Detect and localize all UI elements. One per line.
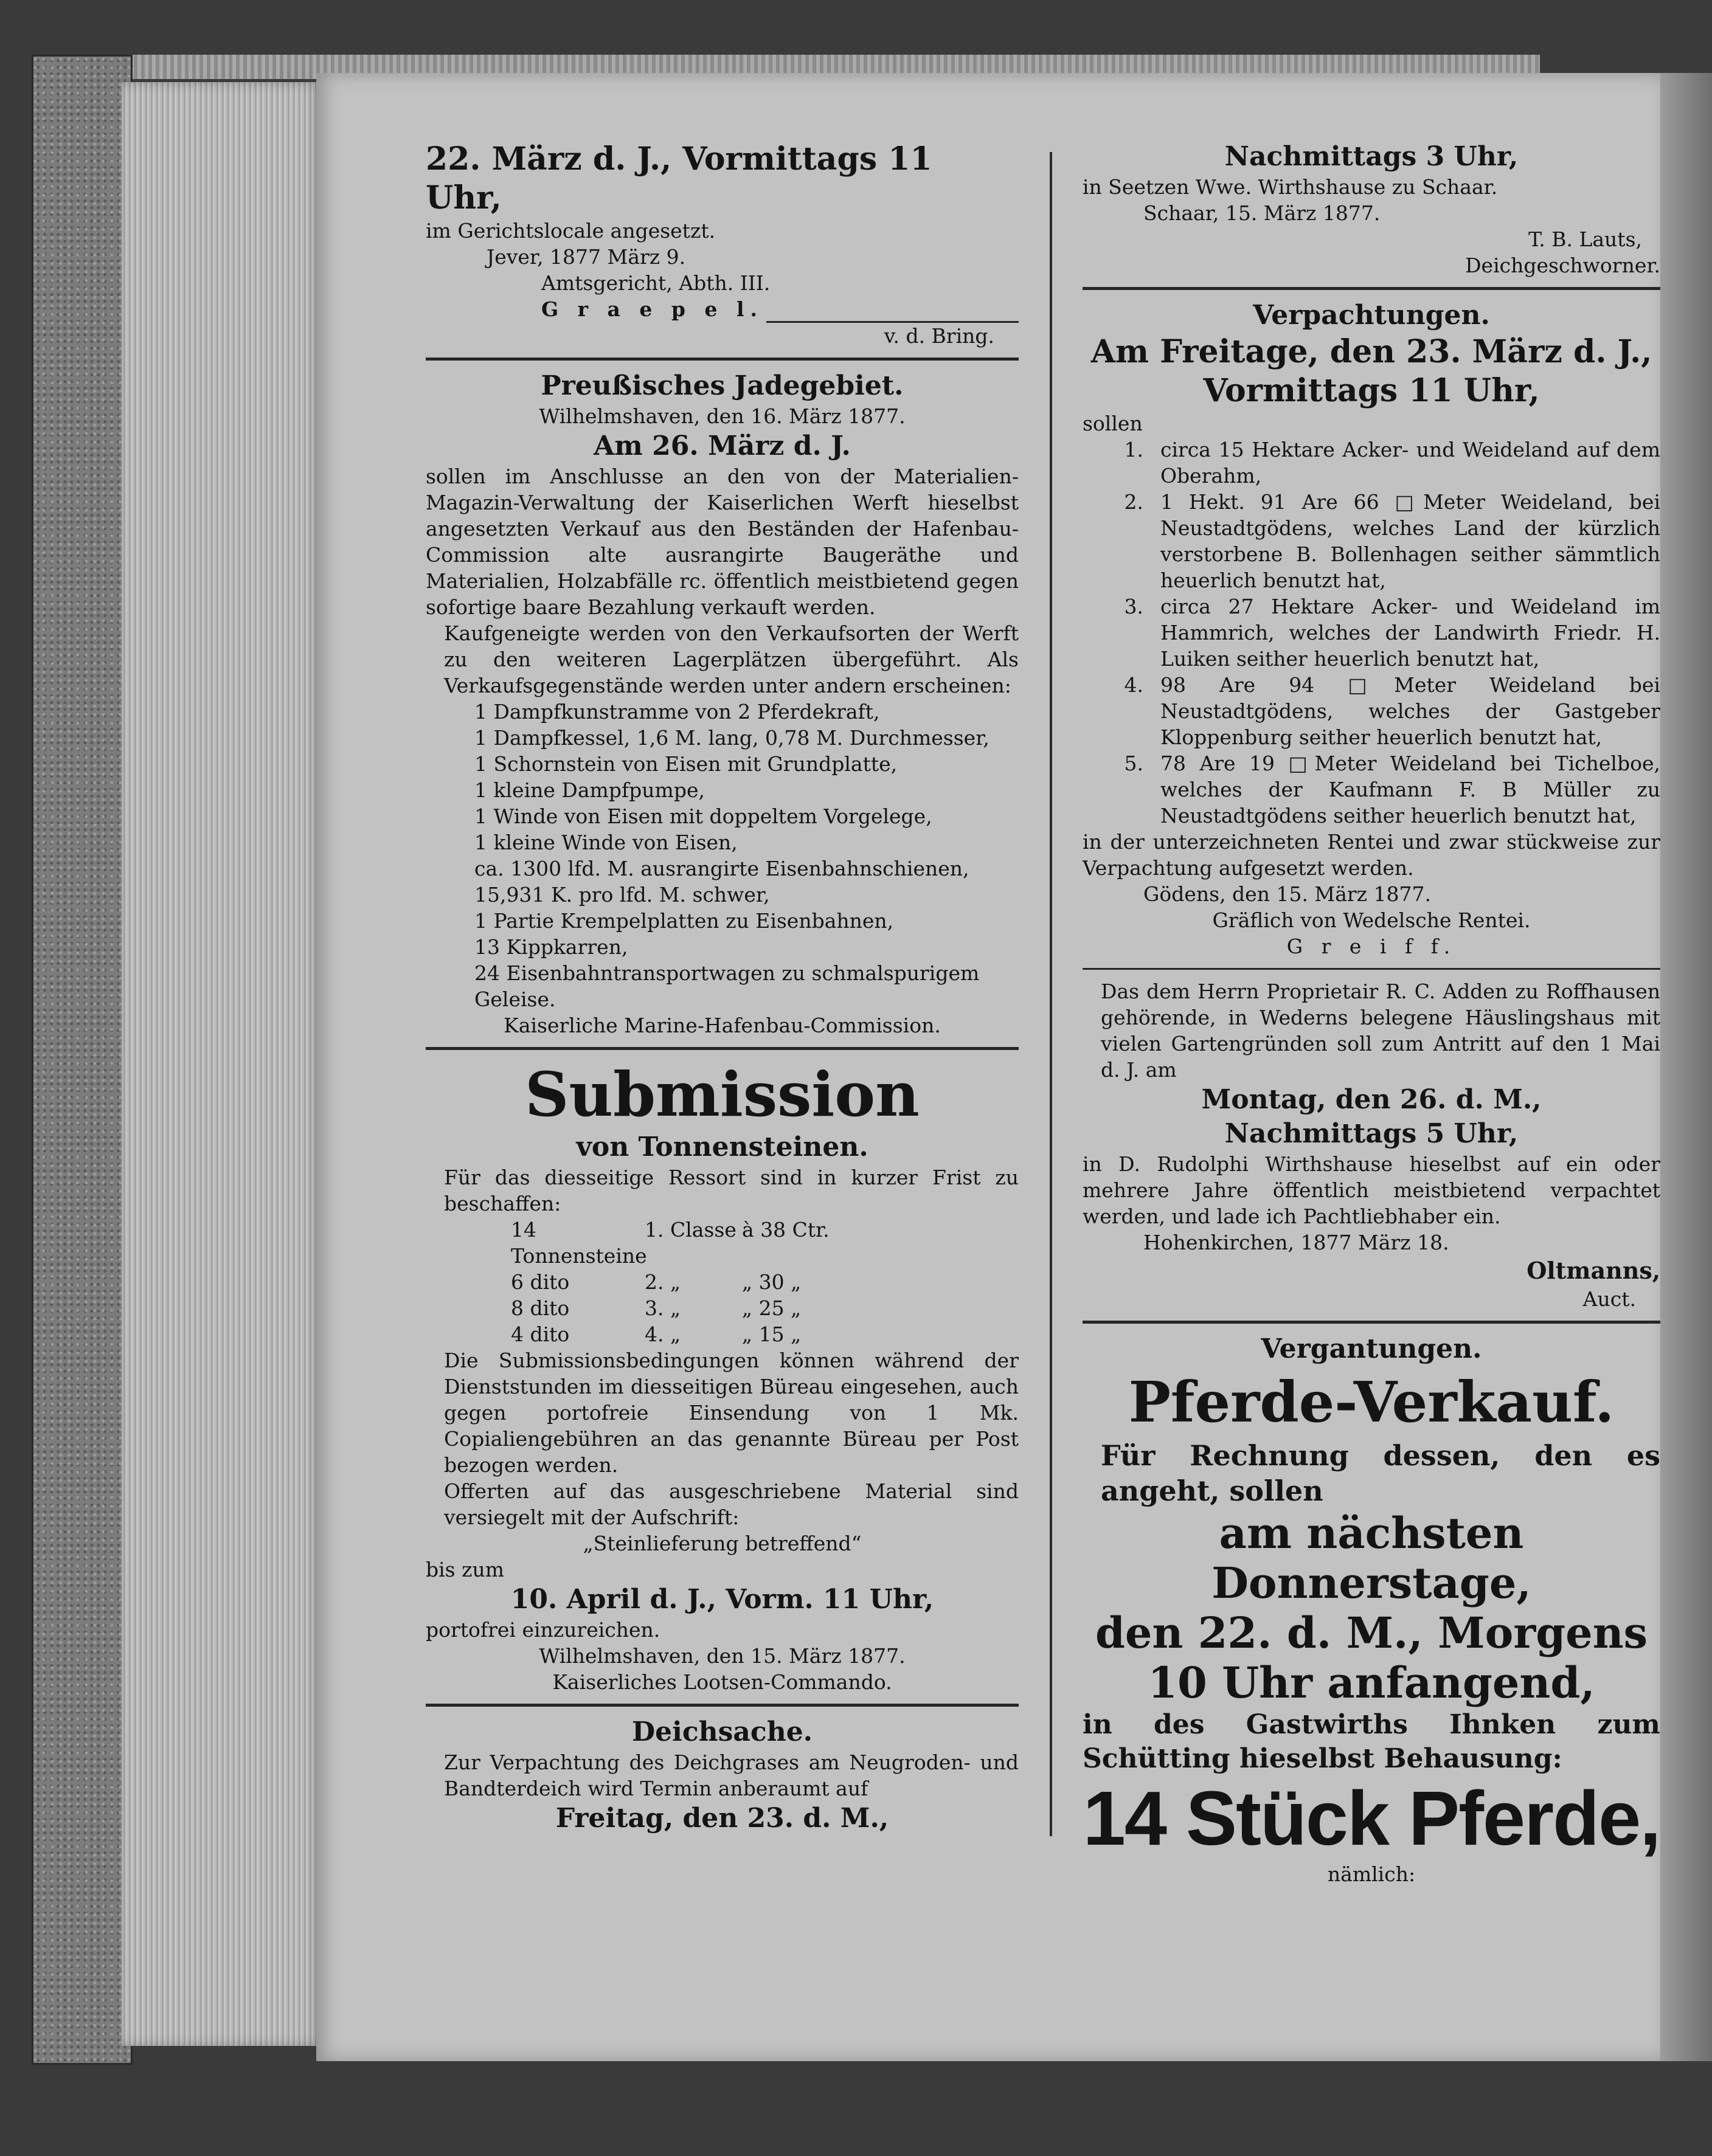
item-text: circa 27 Hektare Acker- und Weideland im Hammrich, welches der Landwirth Friedr. H. Luiken seither heuerlich benutzt hat, — [1160, 595, 1660, 671]
table-cell: à 38 Ctr. — [742, 1218, 830, 1242]
list-item: 24 Eisenbahntransportwagen zu schmalspurigem Geleise. — [474, 961, 980, 1011]
notice-date-heading: Am Freitage, den 23. März d. J., — [1090, 333, 1652, 370]
right-column — [1083, 140, 1660, 1887]
table-cell: 6 dito — [511, 1270, 570, 1294]
paragraph: sollen im Anschlusse an den von der Materialien-Magazin-Verwaltung der Kaiserlichen Werft hieselbst angesetzten Verkauf aus den Beständen der Hafenbau-Commission alte ausrangirte Baugeräthe und Materialien, Holzabfälle rc. öffentlich meistbietend gegen sofortige baare Bezahlung verkauft werden. — [426, 465, 1019, 619]
list-item: 1 Dampfkessel, 1,6 M. lang, 0,78 M. Durchmesser, — [474, 726, 989, 750]
table-cell: 8 dito — [511, 1296, 570, 1320]
list-item — [1083, 437, 1660, 489]
notice-gericht — [426, 140, 1019, 349]
signature-title: Deichgeschworner. — [1465, 254, 1660, 277]
table-cell: „ 25 „ — [742, 1296, 802, 1320]
section-divider — [1083, 1321, 1660, 1324]
dateline: Wilhelmshaven, den 16. März 1877. — [539, 404, 906, 428]
signature: T. B. Lauts, — [1528, 227, 1642, 251]
section-title: Preußisches Jadegebiet. — [541, 370, 904, 401]
notice-deichsache — [426, 1715, 1019, 1836]
quote: „Steinlieferung betreffend“ — [583, 1532, 862, 1555]
authority: Gräflich von Wedelsche Rentei. — [1212, 908, 1531, 932]
facing-page-edge — [1660, 73, 1712, 2061]
text-line: bis zum — [426, 1558, 505, 1581]
item-text: circa 15 Hektare Acker- und Weideland auf dem Oberahm, — [1160, 438, 1660, 488]
stone-table — [426, 1217, 1019, 1347]
list-item: 1 Dampfkunstramme von 2 Pferdekraft, — [474, 700, 880, 724]
notice-date-heading: Montag, den 26. d. M., — [1201, 1084, 1542, 1115]
table-cell: „ 30 „ — [742, 1270, 802, 1294]
item-number: 3. — [1124, 595, 1143, 618]
item-number: 4. — [1124, 673, 1143, 697]
signature: G r e i f f. — [1286, 935, 1457, 958]
notice-submission — [426, 1059, 1019, 1695]
column-divider — [1050, 152, 1052, 1836]
table-cell: 3. „ — [645, 1296, 681, 1320]
text-line: portofrei einzureichen. — [426, 1618, 660, 1642]
notice-subheading: von Tonnensteinen. — [576, 1132, 868, 1163]
list-item: 13 Kippkarren, — [474, 935, 628, 959]
paragraph: Die Submissionsbedingungen können während der Dienststunden im diesseitigen Büreau eingesehen, auch gegen portofreie Einsendung von 1 Mk. Copialiengebühren an das genannte Büreau per Post bezogen werden. — [444, 1349, 1019, 1477]
list-item: 1 Partie Krempelplatten zu Eisenbahnen, — [474, 909, 894, 933]
paragraph: Für Rechnung dessen, den es angeht, sollen — [1101, 1439, 1660, 1507]
notice-headline: Am 26. März d. J. — [594, 430, 851, 461]
list-item — [1083, 750, 1660, 829]
left-column — [426, 140, 1019, 1836]
notice-adden — [1083, 978, 1660, 1312]
notice-date-heading: am nächsten Donnerstage, — [1211, 1508, 1531, 1608]
dateline: Wilhelmshaven, den 15. März 1877. — [539, 1644, 906, 1668]
item-list — [426, 699, 1019, 1012]
notice-time-heading: 10 Uhr anfangend, — [1148, 1657, 1595, 1708]
item-number: 1. — [1124, 438, 1143, 461]
signature: Kaiserliches Lootsen-Commando. — [552, 1670, 892, 1694]
notice-jadegebiet — [426, 369, 1019, 1038]
list-item — [1083, 489, 1660, 593]
dateline: Gödens, den 15. März 1877. — [1143, 882, 1432, 906]
item-number: 2. — [1124, 490, 1143, 514]
notice-date-heading: den 22. d. M., Morgens — [1095, 1608, 1648, 1658]
list-item — [1083, 593, 1660, 672]
section-divider — [426, 1704, 1019, 1707]
dateline: Jever, 1877 März 9. — [487, 245, 686, 269]
text-line: in Seetzen Wwe. Wirthshause zu Schaar. — [1083, 175, 1498, 199]
list-item — [1083, 672, 1660, 750]
table-cell: 4 dito — [511, 1322, 570, 1346]
notice-date-heading: Nachmittags 3 Uhr, — [1224, 141, 1519, 172]
item-text: 98 Are 94 □Meter Weideland bei Neustadtgödens, welches der Gastgeber Kloppenburg seither heuerlich benutzt hat, — [1160, 673, 1660, 749]
section-divider — [1083, 968, 1660, 970]
paragraph: Offerten auf das ausgeschriebene Material sind versiegelt mit der Aufschrift: — [444, 1479, 1019, 1529]
section-title: Deichsache. — [631, 1716, 813, 1747]
notice-headline: Pferde-Verkauf. — [1128, 1369, 1615, 1435]
page-stack-edges — [122, 82, 322, 2046]
section-divider — [1083, 287, 1660, 290]
section-divider — [426, 1047, 1019, 1050]
signature-title: Auct. — [1582, 1287, 1636, 1311]
dateline: Hohenkirchen, 1877 März 18. — [1143, 1231, 1449, 1254]
paragraph: Das dem Herrn Proprietair R. C. Adden zu Roffhausen gehörende, in Wederns belegene Häuslingshaus mit vielen Gartengründen soll zum Antritt auf den 1 Mai d. J. am — [1101, 980, 1660, 1082]
text-line: sollen — [1083, 412, 1143, 435]
notice-headline: Submission — [525, 1059, 920, 1130]
list-item: ca. 1300 lfd. M. ausrangirte Eisenbahnschienen, 15,931 K. pro lfd. M. schwer, — [474, 857, 969, 907]
section-title: Verpachtungen. — [1253, 300, 1490, 331]
signature: Kaiserliche Marine-Hafenbau-Commission. — [504, 1014, 941, 1037]
item-text: 78 Are 19 □Meter Weideland bei Tichelboe, welches der Kaufmann F. B Müller zu Neustadtgödens seither heuerlich benutzt hat, — [1160, 751, 1660, 828]
paragraph: in des Gastwirths Ihnken zum Schütting hieselbst Behausung: — [1083, 1709, 1660, 1774]
table-cell: 1. Classe — [645, 1218, 736, 1242]
notice-date-heading: Freitag, den 23. d. M., — [555, 1803, 889, 1834]
text-line: im Gerichtslocale angesetzt. — [426, 219, 716, 243]
table-cell: 4. „ — [645, 1322, 681, 1346]
list-item: 1 kleine Winde von Eisen, — [474, 831, 738, 854]
notice-big-heading: 14 Stück Pferde, — [1083, 1775, 1660, 1861]
signature: v. d. Bring. — [884, 324, 994, 348]
notice-time-heading: Vormittags 11 Uhr, — [1203, 372, 1540, 409]
section-divider — [426, 358, 1019, 361]
list-item: 1 Winde von Eisen mit doppeltem Vorgelege, — [474, 804, 932, 828]
dateline: Schaar, 15. März 1877. — [1143, 201, 1381, 225]
notice-verpachtungen — [1083, 299, 1660, 959]
book-cover-marbled — [32, 55, 133, 2065]
paragraph: Kaufgeneigte werden von den Verkaufsorten der Werft zu den weiteren Lagerplätzen übergeführt. Als Verkaufsgegenstände werden unter andern erscheinen: — [444, 621, 1019, 697]
notice-schaar — [1083, 140, 1660, 278]
table-cell: 14 Tonnensteine — [511, 1218, 647, 1268]
notice-time-heading: Nachmittags 5 Uhr, — [1224, 1118, 1519, 1149]
notice-pferde — [1083, 1332, 1660, 1887]
item-number: 5. — [1124, 751, 1143, 775]
signature-rule — [766, 319, 1019, 323]
text-line: nämlich: — [1327, 1862, 1416, 1886]
paragraph: in D. Rudolphi Wirthshause hieselbst auf ein oder mehrere Jahre öffentlich meistbietend verpachtet werden, und lade ich Pachtliebhaber ein. — [1083, 1152, 1660, 1228]
item-text: 1 Hekt. 91 Are 66 □Meter Weideland, bei Neustadtgödens, welches Land der kürzlich verstorbene B. Bollenhagen seither sämmtlich heuerlich benutzt hat, — [1160, 490, 1660, 592]
list-item: 1 Schornstein von Eisen mit Grundplatte, — [474, 752, 898, 776]
deadline-heading: 10. April d. J., Vorm. 11 Uhr, — [510, 1584, 934, 1615]
table-cell: 2. „ — [645, 1270, 681, 1294]
signature: G r a e p e l. — [541, 297, 763, 321]
table-cell: „ 15 „ — [742, 1322, 802, 1346]
signature: Oltmanns, — [1527, 1257, 1660, 1284]
paragraph: Zur Verpachtung des Deichgrases am Neugroden- und Bandterdeich wird Termin anberaumt auf — [444, 1750, 1019, 1800]
authority: Amtsgericht, Abth. III. — [541, 271, 771, 295]
section-title: Vergantungen. — [1261, 1333, 1482, 1364]
paragraph: Für das diesseitige Ressort sind in kurzer Frist zu beschaffen: — [444, 1166, 1019, 1215]
list-item: 1 kleine Dampfpumpe, — [474, 778, 705, 802]
paragraph: in der unterzeichneten Rentei und zwar stückweise zur Verpachtung aufgesetzt werden. — [1083, 830, 1660, 880]
notice-date-heading: 22. März d. J., Vormittags 11 Uhr, — [426, 140, 932, 216]
